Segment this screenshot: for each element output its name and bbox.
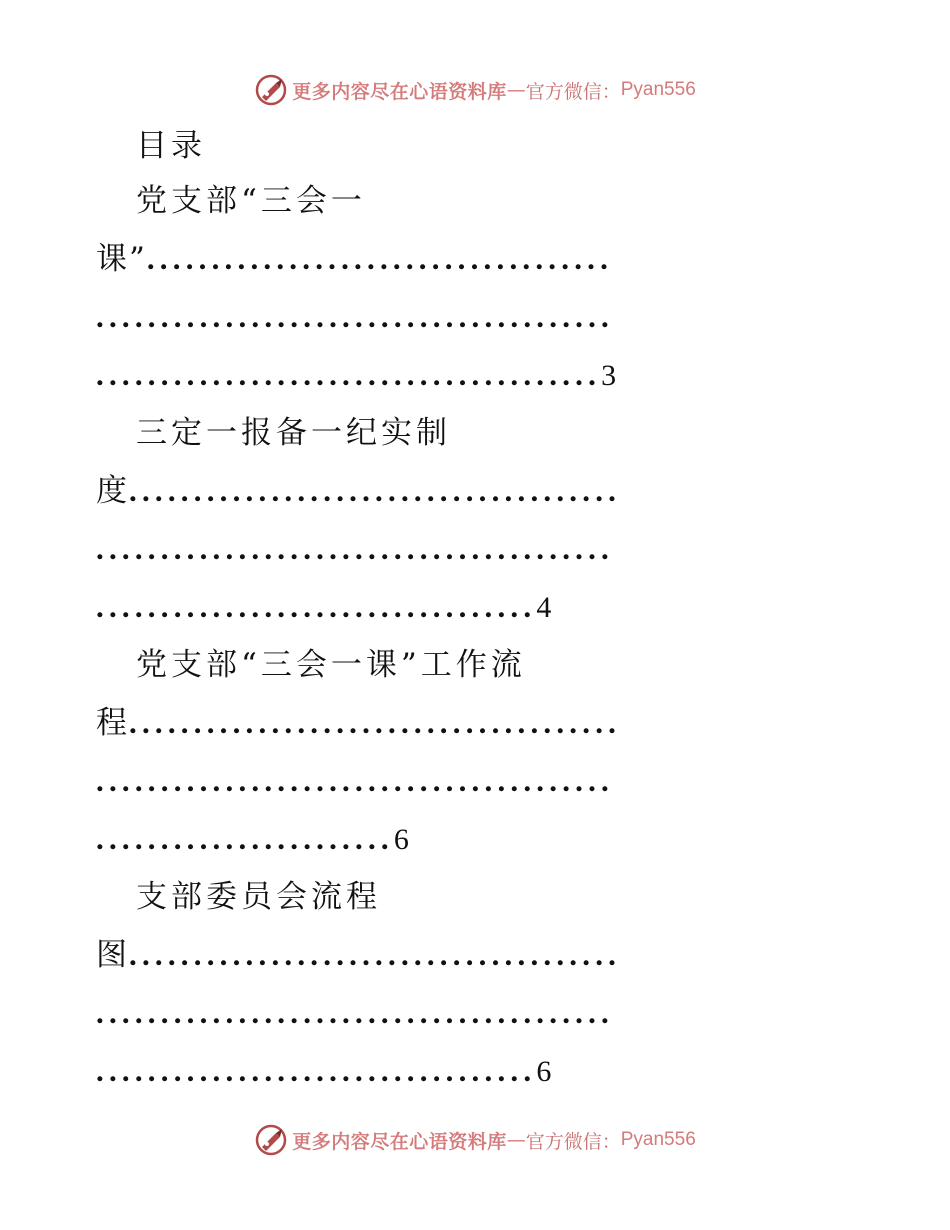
toc-entry[interactable] (96, 636, 856, 868)
toc-entry-leader-line (96, 288, 856, 346)
toc-page-number: 6 (393, 823, 409, 856)
header-banner (0, 70, 950, 110)
toc-entry-leader-line (96, 1042, 856, 1100)
toc-page-number: 4 (536, 591, 552, 624)
toc-entry-leader-line (96, 230, 856, 288)
dot-leader: ...................................... (129, 473, 622, 508)
toc-entry-lead: 度 (96, 473, 129, 509)
banner-wechat-id: Pyan556 (620, 79, 696, 100)
toc-entry[interactable] (96, 868, 856, 1100)
toc-page-number: 6 (536, 1055, 552, 1088)
banner-label: 官方微信： (525, 80, 621, 103)
toc-entry-lead: 程 (96, 705, 129, 741)
toc-entry-lead: 课” (96, 241, 147, 277)
dot-leader: .................................... (146, 241, 614, 276)
banner-dash: — (506, 1129, 526, 1151)
banner-text: 更多内容尽在心语资料库 (292, 1130, 507, 1153)
dot-leader: ........................................ (96, 531, 614, 566)
toc-entry-leader-line (96, 346, 856, 404)
toc-entry-leader-line (96, 984, 856, 1042)
dot-leader: ........................................ (96, 299, 614, 334)
dot-leader: ....................................... (96, 357, 602, 392)
dot-leader: ........................................ (96, 995, 614, 1030)
dot-leader: ...................................... (129, 937, 622, 972)
footer-banner (0, 1120, 950, 1160)
dot-leader: .................................. (96, 589, 537, 624)
toc-entry-leader-line (96, 520, 856, 578)
dot-leader: ...................................... (129, 705, 622, 740)
toc-entry-leader-line (96, 462, 856, 520)
toc-entry-leader-line (96, 926, 856, 984)
toc-entry-leader-line (96, 578, 856, 636)
banner-text: 更多内容尽在心语资料库 (292, 80, 507, 103)
banner-dash: — (506, 79, 526, 101)
toc-entry-heading: 党支部“三会一课”工作流 (136, 647, 526, 683)
dot-leader: ....................... (96, 821, 394, 856)
toc-entry-leader-line (96, 752, 856, 810)
dot-leader: ........................................ (96, 763, 614, 798)
toc-entry-heading: 三定一报备一纪实制 (136, 415, 451, 451)
banner-label: 官方微信： (525, 1130, 621, 1153)
toc-page-number: 3 (601, 359, 617, 392)
table-of-contents (96, 120, 856, 1100)
pen-logo-icon (254, 73, 288, 107)
toc-entry[interactable] (96, 404, 856, 636)
toc-entry-heading: 支部委员会流程 (136, 879, 381, 915)
banner-wechat-id: Pyan556 (620, 1129, 696, 1150)
toc-entry-leader-line (96, 810, 856, 868)
pen-logo-icon (254, 1123, 288, 1157)
toc-entry-lead: 图 (96, 937, 129, 973)
toc-entry[interactable] (96, 172, 856, 404)
toc-entry-heading: 党支部“三会一 (136, 183, 366, 219)
toc-entry-leader-line (96, 694, 856, 752)
dot-leader: .................................. (96, 1053, 537, 1088)
toc-title: 目录 (136, 128, 206, 164)
